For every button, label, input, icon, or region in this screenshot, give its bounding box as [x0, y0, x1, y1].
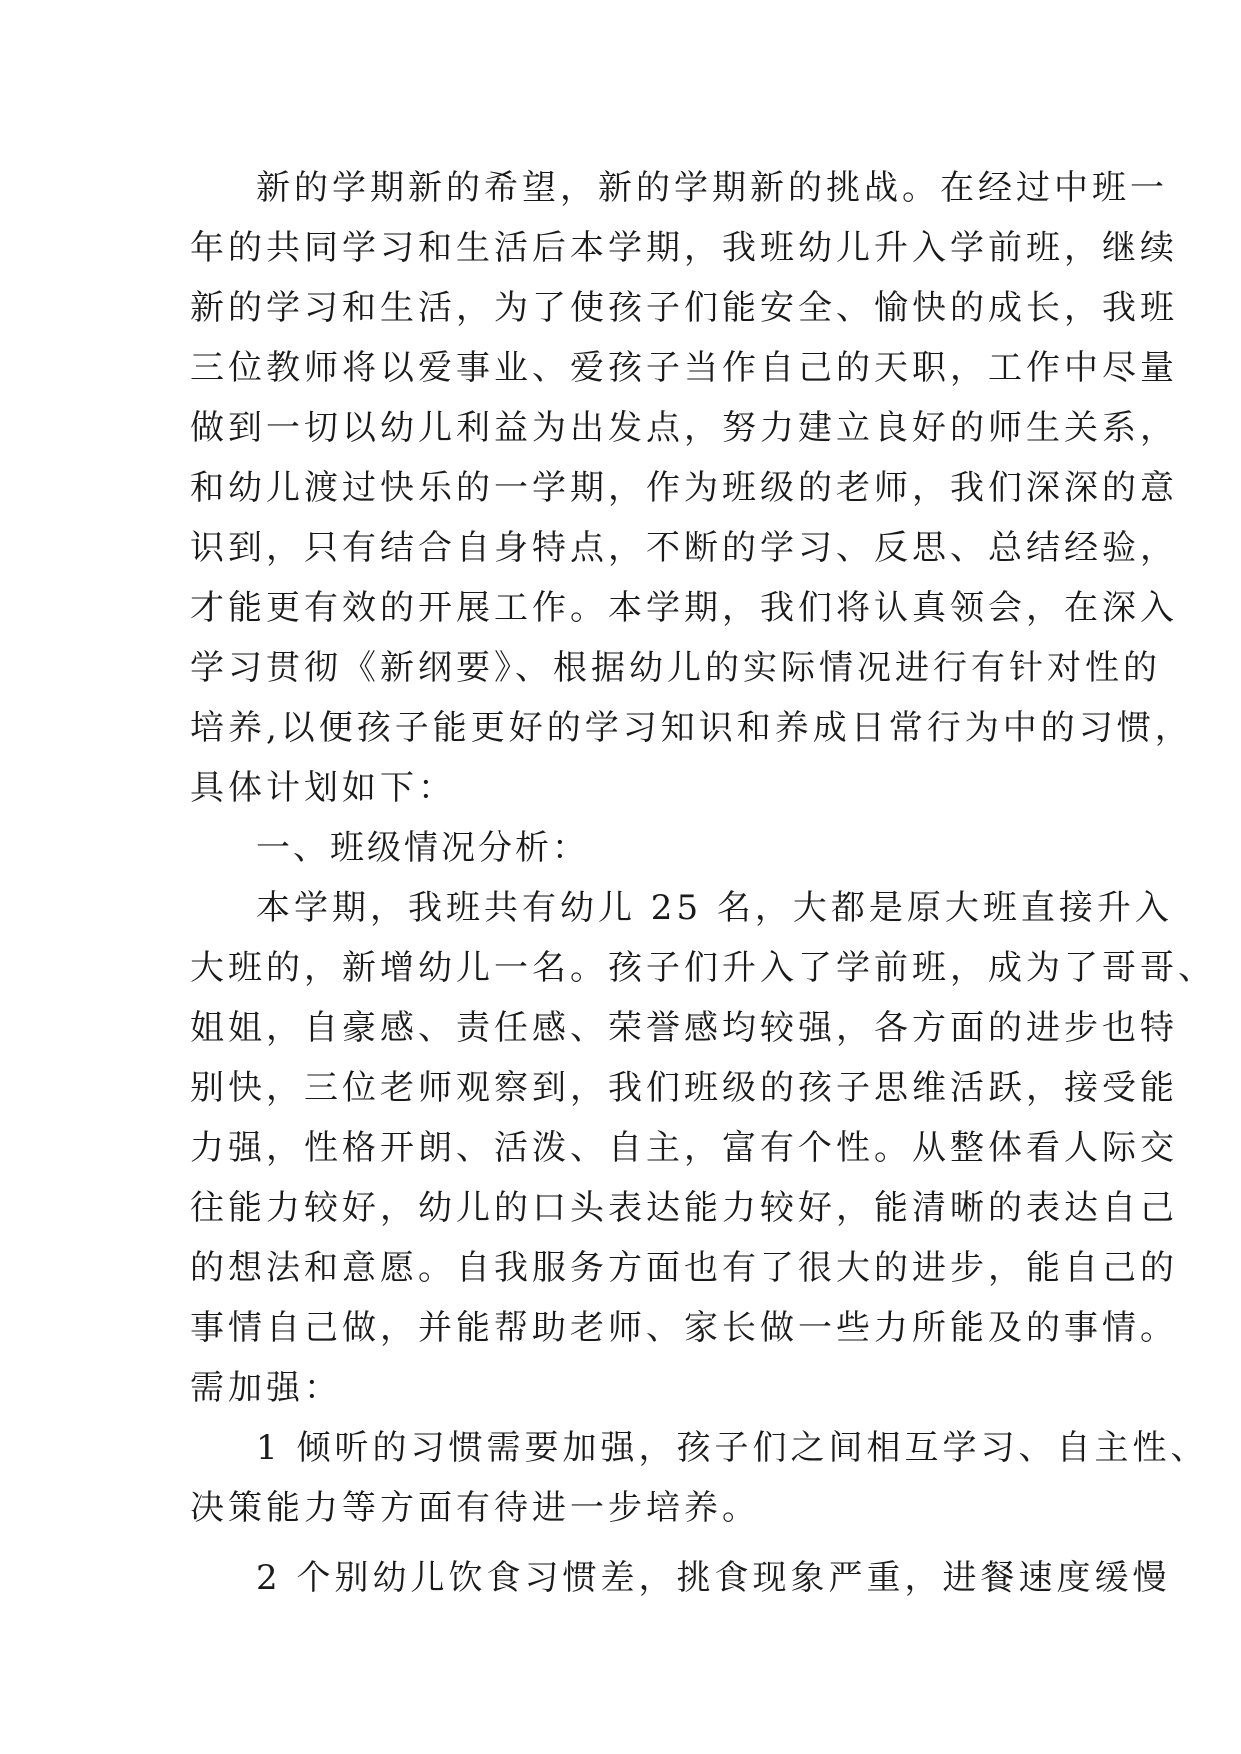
- paragraph-intro-line-4: 三位教师将以爱事业、爱孩子当作自己的天职，工作中尽量: [190, 348, 1178, 388]
- paragraph-intro-line-9: 学习贯彻《新纲要》、根据幼儿的实际情况进行有针对性的: [190, 648, 1161, 688]
- paragraph-intro-line-6: 和幼儿渡过快乐的一学期，作为班级的老师，我们深深的意: [190, 468, 1178, 508]
- paragraph-analysis-line-4: 别快，三位老师观察到，我们班级的孩子思维活跃，接受能: [190, 1068, 1178, 1108]
- list-item-1-line-2: 决策能力等方面有待进一步培养。: [190, 1488, 760, 1528]
- paragraph-analysis-line-9: 需加强：: [190, 1368, 342, 1408]
- paragraph-analysis-line-5: 力强，性格开朗、活泼、自主，富有个性。从整体看人际交: [190, 1128, 1178, 1168]
- list-item-1-line-1: 1 倾听的习惯需要加强，孩子们之间相互学习、自主性、: [256, 1428, 1209, 1468]
- paragraph-intro-line-2: 年的共同学习和生活后本学期，我班幼儿升入学前班，继续: [190, 228, 1178, 268]
- paragraph-intro-line-5: 做到一切以幼儿利益为出发点，努力建立良好的师生关系，: [190, 408, 1178, 448]
- section-heading: 一、班级情况分析：: [256, 828, 589, 868]
- paragraph-intro-line-3: 新的学习和生活，为了使孩子们能安全、愉快的成长，我班: [190, 288, 1178, 328]
- paragraph-intro-line-8: 才能更有效的开展工作。本学期，我们将认真领会，在深入: [190, 588, 1178, 628]
- paragraph-intro-line-7: 识到，只有结合自身特点，不断的学习、反思、总结经验，: [190, 528, 1178, 568]
- paragraph-intro-line-1: 新的学期新的希望，新的学期新的挑战。在经过中班一: [256, 168, 1168, 208]
- paragraph-intro-line-10: 培养,以便孩子能更好的学习知识和养成日常行为中的习惯，: [190, 708, 1193, 748]
- list-item-2-line-1: 2 个别幼儿饮食习惯差，挑食现象严重，进餐速度缓慢: [256, 1558, 1171, 1598]
- paragraph-analysis-line-2: 大班的，新增幼儿一名。孩子们升入了学前班，成为了哥哥、: [190, 948, 1216, 988]
- paragraph-analysis-line-8: 事情自己做，并能帮助老师、家长做一些力所能及的事情。: [190, 1308, 1178, 1348]
- paragraph-analysis-line-3: 姐姐，自豪感、责任感、荣誉感均较强，各方面的进步也特: [190, 1008, 1178, 1048]
- paragraph-analysis-line-7: 的想法和意愿。自我服务方面也有了很大的进步，能自己的: [190, 1248, 1178, 1288]
- paragraph-intro-line-11: 具体计划如下：: [190, 768, 456, 808]
- paragraph-analysis-line-1: 本学期，我班共有幼儿 25 名，大都是原大班直接升入: [256, 888, 1173, 928]
- paragraph-analysis-line-6: 往能力较好，幼儿的口头表达能力较好，能清晰的表达自己: [190, 1188, 1178, 1228]
